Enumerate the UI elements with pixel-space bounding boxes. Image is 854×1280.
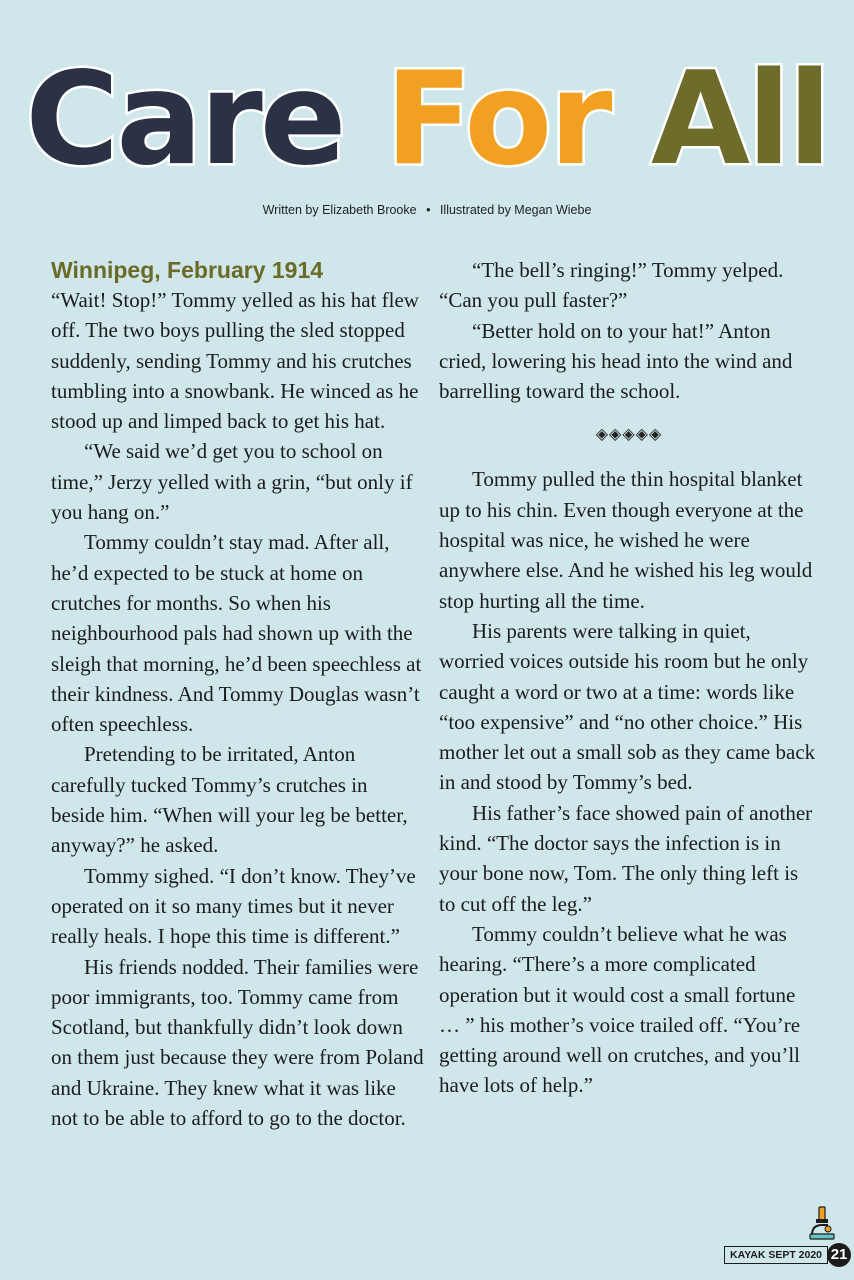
- page-number: 21: [827, 1243, 851, 1267]
- byline-separator: •: [426, 203, 431, 217]
- paragraph: Tommy sighed. “I don’t know. They’ve operated on it so many times but it never really heals. I hope this time is different.”: [51, 863, 416, 949]
- page-footer: [724, 1243, 851, 1267]
- story-column-left: [51, 255, 426, 1133]
- paragraph: “Wait! Stop!” Tommy yelled as his hat flew off. The two boys pulling the sled stopped suddenly, sending Tommy and his crutches tumbling into a snowbank. He winced as he stood up and limped back to get his hat.: [51, 288, 419, 434]
- paragraph: His parents were talking in quiet, worried voices outside his room but he only caught a word or two at a time: words like “too expensive” and “no other choice.” His mother let out a small sob as they came back in and stood by Tommy’s bed.: [439, 618, 816, 795]
- paragraph: “The bell’s ringing!” Tommy yelped. “Can you pull faster?”: [439, 258, 784, 313]
- author-credit: Written by Elizabeth Brooke: [262, 203, 417, 217]
- byline: [0, 203, 854, 217]
- paragraph: Tommy couldn’t believe what he was hearing. “There’s a more complicated operation but it would cost a small fortune … ” his mother’s voice trailed off. “You’re getting around well on crutches, and you’ll have lots of help.”: [439, 921, 801, 1098]
- section-break-ornament: ◈◈◈◈◈: [595, 426, 663, 444]
- title-word-care: Care: [25, 45, 344, 194]
- magazine-issue-label: KAYAK SEPT 2020: [724, 1246, 828, 1264]
- paragraph: Tommy pulled the thin hospital blanket up to his chin. Even though everyone at the hospital was nice, he wished he were anywhere else. And he wished his leg would stop hurting all the time.: [439, 467, 813, 613]
- paragraph: Tommy couldn’t stay mad. After all, he’d expected to be stuck at home on crutches for months. So when his neighbourhood pals had shown up with the sleigh that morning, he’d been speechless at their kindness. And Tommy Douglas wasn’t often speechless.: [51, 530, 422, 737]
- story-column-right: [439, 255, 819, 1101]
- illustrator-credit: Illustrated by Megan Wiebe: [439, 203, 592, 217]
- paragraph: “Better hold on to your hat!” Anton cried, lowering his head into the wind and barrelling toward the school.: [439, 318, 793, 404]
- microscope-icon: [806, 1205, 838, 1241]
- story-heading: Winnipeg, February 1914: [51, 257, 324, 283]
- page-title: [0, 45, 854, 194]
- paragraph: “We said we’d get you to school on time,” Jerzy yelled with a grin, “but only if you hang on.”: [51, 439, 413, 525]
- title-word-for: For: [385, 45, 610, 194]
- paragraph: Pretending to be irritated, Anton carefully tucked Tommy’s crutches in beside him. “When will your leg be better, anyway?” he asked.: [51, 742, 408, 858]
- paragraph: His father’s face showed pain of another kind. “The doctor says the infection is in your bone now, Tom. The only thing left is to cut off the leg.”: [439, 800, 813, 916]
- title-word-all: All: [650, 45, 829, 194]
- paragraph: His friends nodded. Their families were poor immigrants, too. Tommy came from Scotland, but thankfully didn’t look down on them just because they were from Poland and Ukraine. They knew what it was like not to be able to afford to go to the doctor.: [51, 954, 424, 1131]
